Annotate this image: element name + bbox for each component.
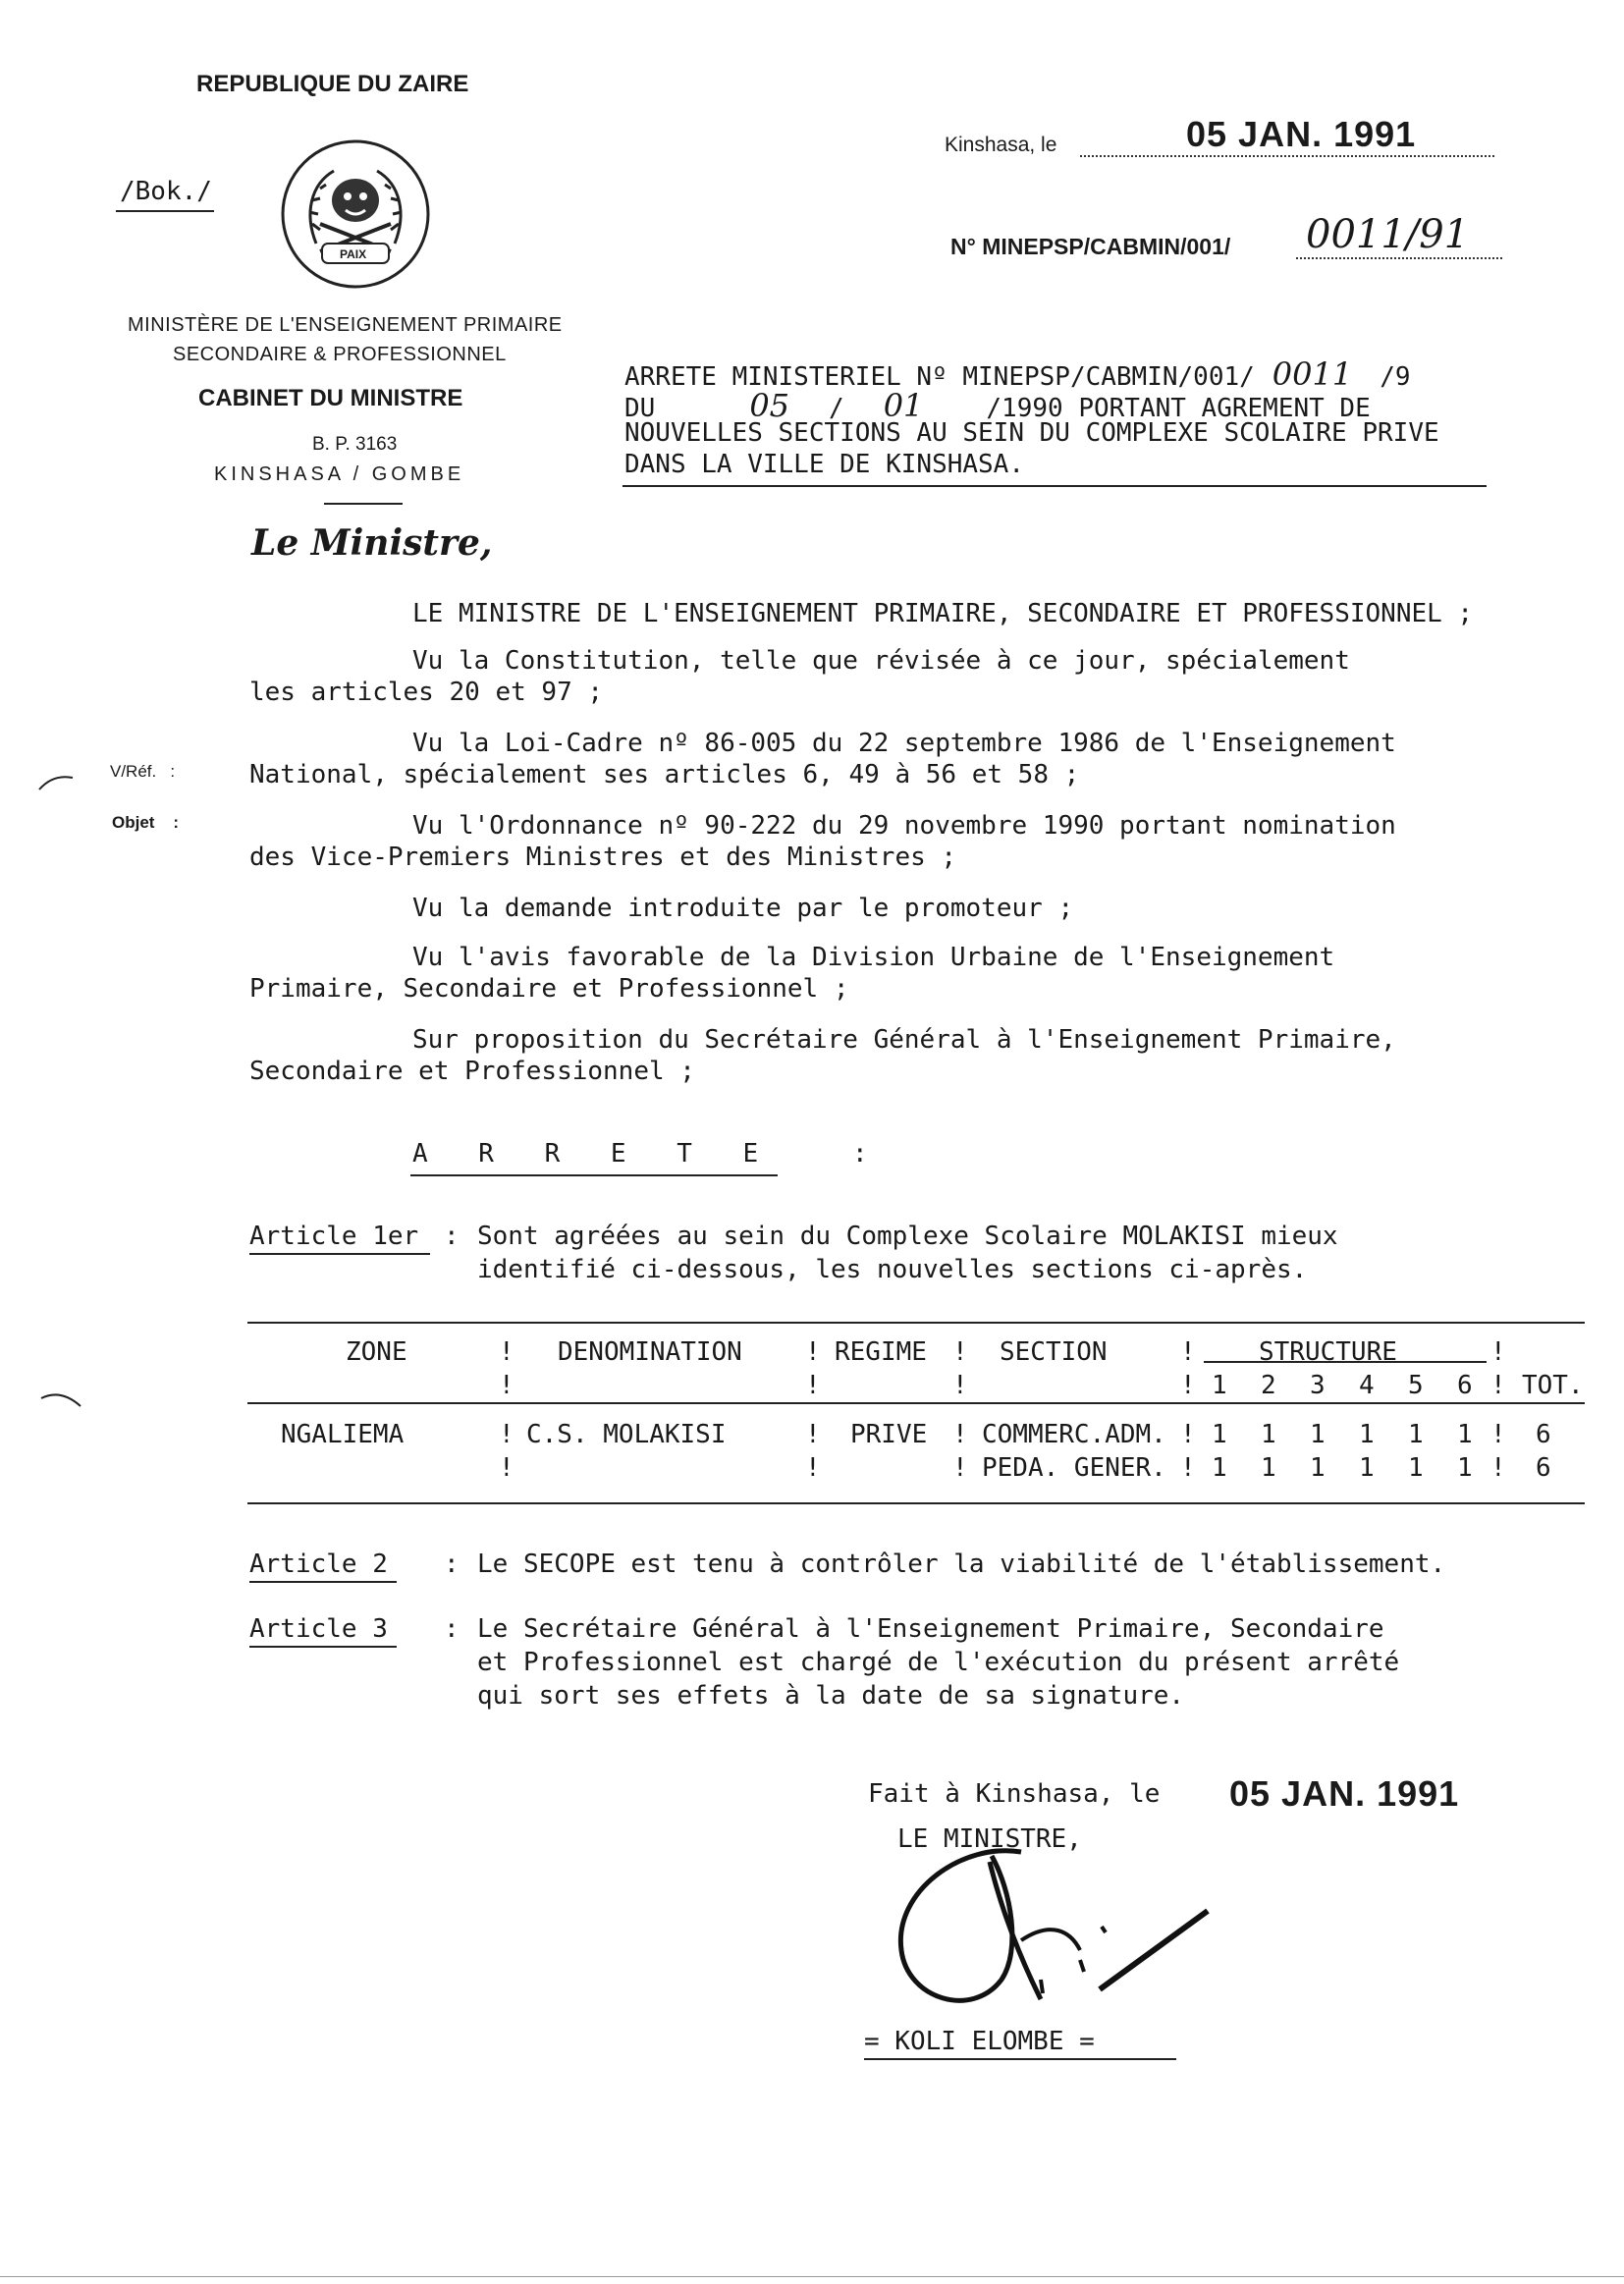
header-sep-2a: ! bbox=[805, 1337, 821, 1367]
header-tot: TOT. bbox=[1522, 1371, 1584, 1400]
le-ministre-heading: Le Ministre, bbox=[251, 522, 493, 564]
header-year-1: 1 bbox=[1212, 1371, 1227, 1400]
table-row-1-denomination: C.S. MOLAKISI bbox=[526, 1420, 727, 1449]
vu-ordonnance-b: des Vice-Premiers Ministres et des Ministres ; bbox=[249, 843, 957, 872]
ministry-line-2: SECONDAIRE & PROFESSIONNEL bbox=[173, 344, 507, 365]
article-1-text-a: Sont agréées au sein du Complexe Scolaire MOLAKISI mieux bbox=[477, 1222, 1338, 1251]
table-row-2-section: PEDA. GENER. bbox=[982, 1453, 1166, 1483]
emblem-motto: PAIX bbox=[340, 247, 367, 261]
table-row-2-year-3: 1 bbox=[1310, 1453, 1326, 1483]
article-3-label: Article 3 bbox=[249, 1614, 388, 1644]
article-1-label: Article 1er bbox=[249, 1222, 419, 1251]
reference-number-handwritten: 0011/91 bbox=[1306, 212, 1470, 257]
table-row-1-sep-4: ! bbox=[1180, 1420, 1196, 1449]
subject-line-4: DANS LA VILLE DE KINSHASA. bbox=[624, 450, 1024, 479]
initials-reference: /Bok./ bbox=[120, 177, 212, 206]
subject-line-3: NOUVELLES SECTIONS AU SEIN DU COMPLEXE SCOLAIRE PRIVE bbox=[624, 418, 1439, 448]
vu-demande: Vu la demande introduite par le promoteur ; bbox=[412, 894, 1074, 923]
article-3-colon: : bbox=[444, 1614, 460, 1644]
intro-line: LE MINISTRE DE L'ENSEIGNEMENT PRIMAIRE, SECONDAIRE ET PROFESSIONNEL ; bbox=[412, 599, 1474, 628]
header-sep-4b: ! bbox=[1180, 1371, 1196, 1400]
subject-line-2-rest: /1990 PORTANT AGREMENT DE bbox=[986, 394, 1371, 423]
header-year-2: 2 bbox=[1261, 1371, 1276, 1400]
table-row-2-sep-1: ! bbox=[499, 1453, 514, 1483]
subject-line-1-suffix: /9 bbox=[1380, 362, 1411, 392]
header-sep-5b: ! bbox=[1490, 1371, 1506, 1400]
table-row-1-year-1: 1 bbox=[1212, 1420, 1227, 1449]
scan-bottom-edge bbox=[0, 2276, 1624, 2277]
header-year-4: 4 bbox=[1359, 1371, 1375, 1400]
arrete-heading: A R R E T E bbox=[412, 1139, 759, 1169]
header-regime: REGIME bbox=[835, 1337, 927, 1367]
sur-proposition-b: Secondaire et Professionnel ; bbox=[249, 1057, 695, 1086]
vu-loi-cadre-b: National, spécialement ses articles 6, 49 à 56 et 58 ; bbox=[249, 760, 1080, 789]
article-2-underline bbox=[249, 1581, 397, 1583]
header-sep-2b: ! bbox=[805, 1371, 821, 1400]
header-sep-1b: ! bbox=[499, 1371, 514, 1400]
vu-ordonnance-a: Vu l'Ordonnance nº 90-222 du 29 novembre 1990 portant nomination bbox=[412, 811, 1396, 841]
table-row-2-sep-5: ! bbox=[1490, 1453, 1506, 1483]
table-row-1-zone: NGALIEMA bbox=[281, 1420, 405, 1449]
margin-mark-2 bbox=[39, 1387, 84, 1416]
vu-loi-cadre-a: Vu la Loi-Cadre nº 86-005 du 22 septembre 1986 de l'Enseignement bbox=[412, 729, 1396, 758]
table-row-2-year-1: 1 bbox=[1212, 1453, 1227, 1483]
reference-number-line bbox=[1296, 257, 1502, 259]
article-3-text-a: Le Secrétaire Général à l'Enseignement Primaire, Secondaire bbox=[477, 1614, 1384, 1644]
table-row-1-year-6: 1 bbox=[1457, 1420, 1473, 1449]
table-row-2-sep-2: ! bbox=[805, 1453, 821, 1483]
article-2-colon: : bbox=[444, 1550, 460, 1579]
header-year-3: 3 bbox=[1310, 1371, 1326, 1400]
minister-name: = KOLI ELOMBE = bbox=[864, 2027, 1095, 2056]
sur-proposition-a: Sur proposition du Secrétaire Général à l'Enseignement Primaire, bbox=[412, 1025, 1396, 1055]
header-denomination: DENOMINATION bbox=[558, 1337, 742, 1367]
vu-constitution-a: Vu la Constitution, telle que révisée à ce jour, spécialement bbox=[412, 646, 1350, 676]
subject-underline bbox=[623, 485, 1487, 487]
vu-avis-b: Primaire, Secondaire et Professionnel ; bbox=[249, 974, 849, 1004]
place-label: Kinshasa, le bbox=[945, 134, 1057, 156]
subject-du: DU bbox=[624, 394, 656, 423]
table-header-rule bbox=[247, 1402, 1585, 1404]
vref-label: V/Réf. : bbox=[110, 762, 176, 781]
vu-avis-a: Vu l'avis favorable de la Division Urbaine de l'Enseignement bbox=[412, 943, 1335, 972]
article-2-text: Le SECOPE est tenu à contrôler la viabilité de l'établissement. bbox=[477, 1550, 1446, 1579]
table-row-1-section: COMMERC.ADM. bbox=[982, 1420, 1166, 1449]
table-row-2-year-2: 1 bbox=[1261, 1453, 1276, 1483]
subject-day-handwritten: 05 bbox=[749, 387, 790, 424]
objet-label: Objet : bbox=[112, 813, 179, 832]
header-sep-1a: ! bbox=[499, 1337, 514, 1367]
article-1-text-b: identifié ci-dessous, les nouvelles sections ci-après. bbox=[477, 1255, 1308, 1284]
table-bottom-rule bbox=[247, 1502, 1585, 1504]
closing-date-stamp: 05 JAN. 1991 bbox=[1229, 1773, 1460, 1814]
table-row-1-sep-3: ! bbox=[952, 1420, 968, 1449]
arrete-underline bbox=[410, 1174, 778, 1176]
table-row-1-sep-2: ! bbox=[805, 1420, 821, 1449]
header-sep-4a: ! bbox=[1180, 1337, 1196, 1367]
table-row-2-tot: 6 bbox=[1536, 1453, 1551, 1483]
coat-of-arms-emblem bbox=[277, 136, 434, 293]
header-zone: ZONE bbox=[346, 1337, 407, 1367]
article-3-text-c: qui sort ses effets à la date de sa signature. bbox=[477, 1681, 1185, 1711]
table-row-2-sep-3: ! bbox=[952, 1453, 968, 1483]
table-row-2-year-4: 1 bbox=[1359, 1453, 1375, 1483]
ministry-line-1: MINISTÈRE DE L'ENSEIGNEMENT PRIMAIRE bbox=[128, 314, 563, 336]
header-sep-5a: ! bbox=[1490, 1337, 1506, 1367]
article-2-label: Article 2 bbox=[249, 1550, 388, 1579]
minister-title: LE MINISTRE, bbox=[897, 1824, 1082, 1854]
header-sep-3b: ! bbox=[952, 1371, 968, 1400]
cabinet-heading: CABINET DU MINISTRE bbox=[198, 385, 463, 411]
minister-name-underline bbox=[864, 2058, 1176, 2060]
table-row-1-year-2: 1 bbox=[1261, 1420, 1276, 1449]
table-row-2-year-6: 1 bbox=[1457, 1453, 1473, 1483]
header-section: SECTION bbox=[1000, 1337, 1108, 1367]
article-1-underline bbox=[249, 1253, 430, 1255]
header-sep-3a: ! bbox=[952, 1337, 968, 1367]
article-3-text-b: et Professionnel est chargé de l'exécution du présent arrêté bbox=[477, 1648, 1400, 1677]
table-row-1-regime: PRIVE bbox=[850, 1420, 928, 1449]
article-3-underline bbox=[249, 1646, 397, 1648]
article-1-colon: : bbox=[444, 1222, 460, 1251]
reference-number-label: N° MINEPSP/CABMIN/001/ bbox=[950, 234, 1231, 259]
table-row-1-year-3: 1 bbox=[1310, 1420, 1326, 1449]
table-row-2-year-5: 1 bbox=[1408, 1453, 1424, 1483]
table-row-1-sep-1: ! bbox=[499, 1420, 514, 1449]
republic-heading: REPUBLIQUE DU ZAIRE bbox=[196, 71, 469, 97]
city-address: KINSHASA / GOMBE bbox=[214, 463, 465, 485]
header-year-5: 5 bbox=[1408, 1371, 1424, 1400]
place-date-line bbox=[1080, 155, 1494, 157]
subject-line-1-prefix: ARRETE MINISTERIEL Nº MINEPSP/CABMIN/001/ bbox=[624, 362, 1255, 392]
place-date-stamp: 05 JAN. 1991 bbox=[1186, 114, 1417, 154]
table-row-1-year-5: 1 bbox=[1408, 1420, 1424, 1449]
header-structure: STRUCTURE bbox=[1259, 1337, 1397, 1367]
arrete-colon: : bbox=[852, 1139, 868, 1169]
table-row-1-sep-5: ! bbox=[1490, 1420, 1506, 1449]
subject-slash: / bbox=[829, 394, 844, 423]
margin-mark-1 bbox=[37, 766, 77, 795]
table-top-rule bbox=[247, 1322, 1585, 1324]
subject-decree-number: 0011 bbox=[1272, 355, 1353, 393]
fait-a-kinshasa: Fait à Kinshasa, le bbox=[868, 1779, 1161, 1809]
minister-signature bbox=[874, 1832, 1227, 2019]
postal-box: B. P. 3163 bbox=[312, 434, 398, 455]
initials-underline bbox=[116, 210, 214, 212]
table-row-1-year-4: 1 bbox=[1359, 1420, 1375, 1449]
address-underline bbox=[324, 503, 403, 505]
subject-month-handwritten: 01 bbox=[883, 387, 924, 424]
vu-constitution-b: les articles 20 et 97 ; bbox=[249, 678, 604, 707]
table-row-1-tot: 6 bbox=[1536, 1420, 1551, 1449]
table-row-2-sep-4: ! bbox=[1180, 1453, 1196, 1483]
header-year-6: 6 bbox=[1457, 1371, 1473, 1400]
